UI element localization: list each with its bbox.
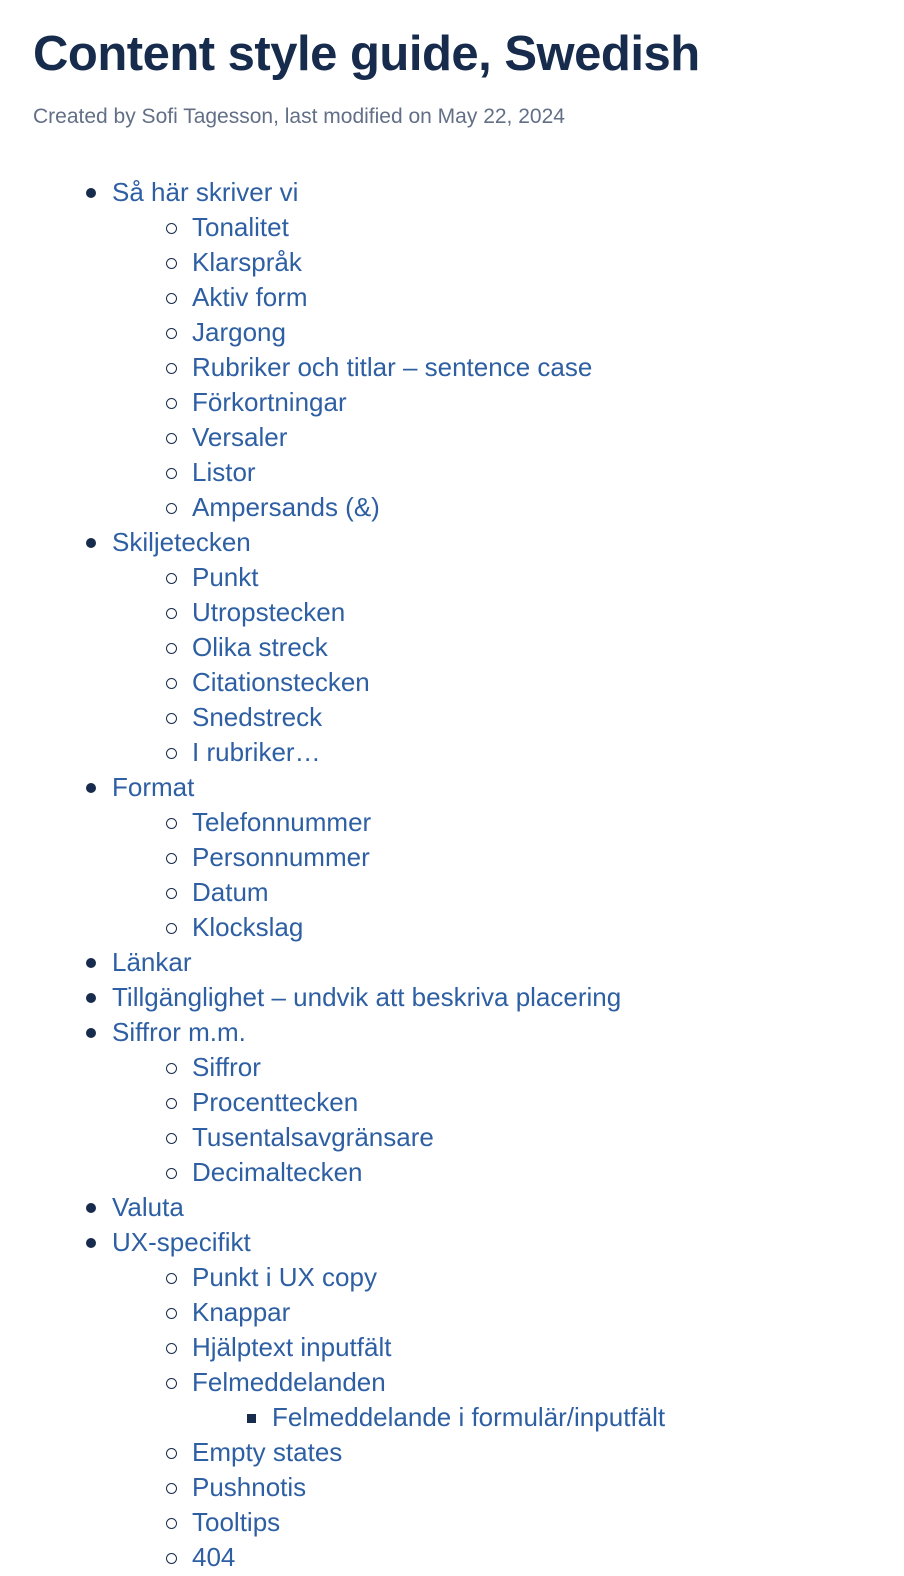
toc-link[interactable]: Datum bbox=[192, 877, 269, 907]
circle-bullet-icon bbox=[166, 433, 177, 444]
toc-item-level-2 bbox=[33, 1153, 904, 1188]
circle-bullet-icon bbox=[166, 1343, 177, 1354]
toc-link[interactable]: Siffror m.m. bbox=[112, 1017, 246, 1047]
toc-item-level-2 bbox=[33, 453, 904, 488]
circle-bullet-icon bbox=[166, 328, 177, 339]
toc-item-level-2 bbox=[33, 243, 904, 278]
page-title: Content style guide, Swedish bbox=[33, 27, 700, 81]
toc-link[interactable]: Olika streck bbox=[192, 632, 328, 662]
toc-link[interactable]: Jargong bbox=[192, 317, 286, 347]
toc-item-level-1 bbox=[33, 173, 904, 208]
toc-item-level-1 bbox=[33, 1013, 904, 1048]
circle-bullet-icon bbox=[166, 573, 177, 584]
toc-link[interactable]: Aktiv form bbox=[192, 282, 308, 312]
circle-bullet-icon bbox=[166, 293, 177, 304]
toc-link[interactable]: Format bbox=[112, 772, 195, 802]
toc-item-level-2 bbox=[33, 1083, 904, 1118]
disc-bullet-icon bbox=[86, 993, 96, 1003]
page-content bbox=[33, 0, 904, 1572]
toc-item-level-2 bbox=[33, 558, 904, 593]
disc-bullet-icon bbox=[86, 958, 96, 968]
toc-item-level-2 bbox=[33, 383, 904, 418]
circle-bullet-icon bbox=[166, 223, 177, 234]
circle-bullet-icon bbox=[166, 1133, 177, 1144]
disc-bullet-icon bbox=[86, 188, 96, 198]
toc-link[interactable]: Tooltips bbox=[192, 1507, 281, 1537]
circle-bullet-icon bbox=[166, 1483, 177, 1494]
toc-item-level-1 bbox=[33, 768, 904, 803]
circle-bullet-icon bbox=[166, 503, 177, 514]
toc-link[interactable]: Länkar bbox=[112, 947, 192, 977]
toc-link[interactable]: Felmeddelande i formulär/inputfält bbox=[272, 1402, 666, 1432]
toc-item-level-2 bbox=[33, 1118, 904, 1153]
toc-link[interactable]: I rubriker… bbox=[192, 737, 321, 767]
toc-link[interactable]: Tusentalsavgränsare bbox=[192, 1122, 434, 1152]
circle-bullet-icon bbox=[166, 1378, 177, 1389]
toc-item-level-1 bbox=[33, 523, 904, 558]
circle-bullet-icon bbox=[166, 818, 177, 829]
toc-item-level-2 bbox=[33, 1468, 904, 1503]
circle-bullet-icon bbox=[166, 748, 177, 759]
circle-bullet-icon bbox=[166, 888, 177, 899]
toc-link[interactable]: Citationstecken bbox=[192, 667, 370, 697]
toc-link[interactable]: 404 bbox=[192, 1542, 236, 1572]
circle-bullet-icon bbox=[166, 258, 177, 269]
toc-link[interactable]: Versaler bbox=[192, 422, 288, 452]
toc-item-level-2 bbox=[33, 488, 904, 523]
toc-link[interactable]: Hjälptext inputfält bbox=[192, 1332, 392, 1362]
toc-link[interactable]: Förkortningar bbox=[192, 387, 347, 417]
circle-bullet-icon bbox=[166, 608, 177, 619]
circle-bullet-icon bbox=[166, 1553, 177, 1564]
toc-link[interactable]: Knappar bbox=[192, 1297, 291, 1327]
circle-bullet-icon bbox=[166, 1273, 177, 1284]
toc-link[interactable]: Punkt i UX copy bbox=[192, 1262, 377, 1292]
toc-link[interactable]: Klockslag bbox=[192, 912, 304, 942]
toc-item-level-2 bbox=[33, 1328, 904, 1363]
circle-bullet-icon bbox=[166, 1168, 177, 1179]
toc-item-level-2 bbox=[33, 418, 904, 453]
toc-item-level-2 bbox=[33, 873, 904, 908]
toc-item-level-2 bbox=[33, 908, 904, 943]
circle-bullet-icon bbox=[166, 643, 177, 654]
toc-link[interactable]: Personnummer bbox=[192, 842, 370, 872]
toc-link[interactable]: Valuta bbox=[112, 1192, 184, 1222]
toc-item-level-2 bbox=[33, 278, 904, 313]
toc-link[interactable]: Utropstecken bbox=[192, 597, 346, 627]
toc-link[interactable]: Decimaltecken bbox=[192, 1157, 363, 1187]
toc-item-level-2 bbox=[33, 1258, 904, 1293]
toc-item-level-1 bbox=[33, 1223, 904, 1258]
toc-link[interactable]: Punkt bbox=[192, 562, 259, 592]
toc-item-level-2 bbox=[33, 1503, 904, 1538]
circle-bullet-icon bbox=[166, 1518, 177, 1529]
toc-link[interactable]: Tonalitet bbox=[192, 212, 289, 242]
circle-bullet-icon bbox=[166, 468, 177, 479]
toc-link[interactable]: Skiljetecken bbox=[112, 527, 251, 557]
toc-link[interactable]: UX-specifikt bbox=[112, 1227, 251, 1257]
toc-link[interactable]: Tillgänglighet – undvik att beskriva placering bbox=[112, 982, 622, 1012]
toc-item-level-2 bbox=[33, 1433, 904, 1468]
circle-bullet-icon bbox=[166, 1308, 177, 1319]
toc-item-level-1 bbox=[33, 978, 904, 1013]
toc-item-level-2 bbox=[33, 348, 904, 383]
circle-bullet-icon bbox=[166, 1098, 177, 1109]
circle-bullet-icon bbox=[166, 853, 177, 864]
toc-item-level-2 bbox=[33, 593, 904, 628]
disc-bullet-icon bbox=[86, 1028, 96, 1038]
toc-item-level-3 bbox=[33, 1398, 904, 1433]
toc-link[interactable]: Pushnotis bbox=[192, 1472, 307, 1502]
toc-item-level-2 bbox=[33, 803, 904, 838]
toc-list bbox=[33, 173, 904, 1573]
toc-item-level-2 bbox=[33, 1363, 904, 1398]
toc-link[interactable]: Rubriker och titlar – sentence case bbox=[192, 352, 593, 382]
circle-bullet-icon bbox=[166, 713, 177, 724]
page-byline: Created by Sofi Tagesson, last modified on May 22, 2024 bbox=[33, 105, 565, 128]
toc-item-level-2 bbox=[33, 208, 904, 243]
toc-item-level-2 bbox=[33, 313, 904, 348]
circle-bullet-icon bbox=[166, 923, 177, 934]
disc-bullet-icon bbox=[86, 1238, 96, 1248]
disc-bullet-icon bbox=[86, 1203, 96, 1213]
table-of-contents bbox=[33, 173, 904, 1573]
toc-link[interactable]: Siffror bbox=[192, 1052, 261, 1082]
toc-link[interactable]: Procenttecken bbox=[192, 1087, 359, 1117]
toc-link[interactable]: Empty states bbox=[192, 1437, 343, 1467]
circle-bullet-icon bbox=[166, 1063, 177, 1074]
circle-bullet-icon bbox=[166, 398, 177, 409]
toc-link[interactable]: Klarspråk bbox=[192, 247, 302, 277]
toc-link[interactable]: Listor bbox=[192, 457, 256, 487]
toc-link[interactable]: Ampersands (&) bbox=[192, 492, 380, 522]
circle-bullet-icon bbox=[166, 363, 177, 374]
toc-item-level-2 bbox=[33, 628, 904, 663]
circle-bullet-icon bbox=[166, 678, 177, 689]
toc-item-level-2 bbox=[33, 663, 904, 698]
toc-item-level-2 bbox=[33, 698, 904, 733]
square-bullet-icon bbox=[247, 1414, 256, 1423]
circle-bullet-icon bbox=[166, 1448, 177, 1459]
toc-item-level-2 bbox=[33, 1048, 904, 1083]
toc-item-level-2 bbox=[33, 838, 904, 873]
toc-link[interactable]: Snedstreck bbox=[192, 702, 323, 732]
toc-link[interactable]: Felmeddelanden bbox=[192, 1367, 386, 1397]
disc-bullet-icon bbox=[86, 783, 96, 793]
toc-item-level-2 bbox=[33, 1538, 904, 1573]
toc-item-level-2 bbox=[33, 733, 904, 768]
toc-link[interactable]: Så här skriver vi bbox=[112, 177, 299, 207]
toc-item-level-1 bbox=[33, 1188, 904, 1223]
toc-link[interactable]: Telefonnummer bbox=[192, 807, 372, 837]
toc-item-level-1 bbox=[33, 943, 904, 978]
disc-bullet-icon bbox=[86, 538, 96, 548]
toc-item-level-2 bbox=[33, 1293, 904, 1328]
